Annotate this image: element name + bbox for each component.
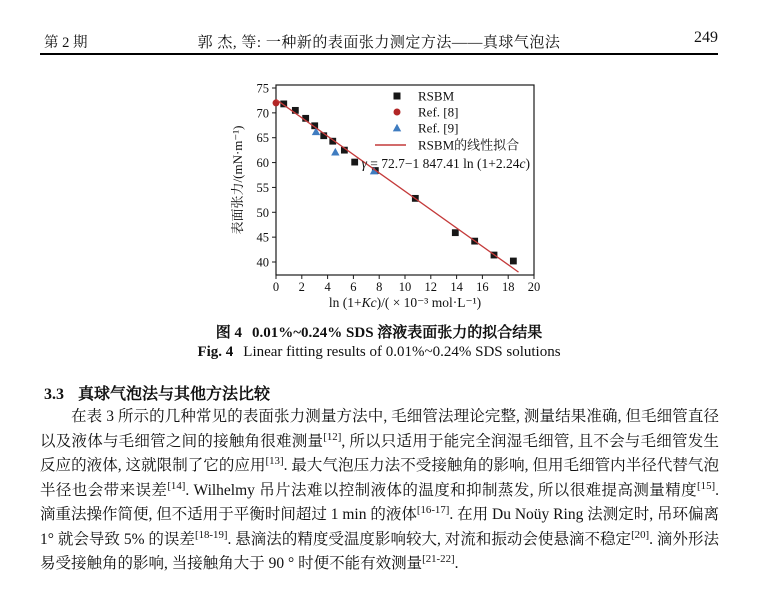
section-heading bbox=[44, 381, 270, 404]
x-tick-label: 16 bbox=[476, 280, 489, 294]
series-square bbox=[280, 101, 516, 265]
x-tick-label: 18 bbox=[501, 280, 515, 294]
paragraph-text: . 悬滴法的精度受温度影响较大, 对流和振动会使悬滴不稳定 bbox=[227, 530, 632, 548]
header-rule bbox=[40, 53, 718, 55]
x-tick-label: 12 bbox=[424, 280, 438, 294]
citation-ref: [13] bbox=[265, 454, 284, 467]
citation-ref: [16-17] bbox=[416, 503, 450, 516]
paragraph-text: . 滴重法操作简便, 但不适用于平衡时间超过 1 min 的液体 bbox=[40, 481, 719, 523]
body-paragraph bbox=[40, 405, 719, 577]
data-point-square bbox=[452, 229, 459, 236]
y-tick-label: 55 bbox=[256, 180, 269, 195]
figure-caption-zh-text: 0.01%~0.24% SDS 溶液表面张力的拟合结果 bbox=[251, 325, 543, 341]
figure-caption-en-text: Linear fitting results of 0.01%~0.24% SDS solutions bbox=[243, 344, 561, 360]
paragraph-text: . 最大气泡压力法不受接触角的影响, 但用毛细管内半径代替气泡半径也会带来误差 bbox=[40, 457, 719, 499]
figure-caption-zh-label: 图 4 bbox=[215, 325, 242, 341]
legend-marker-square bbox=[394, 93, 401, 100]
legend-label: Ref. [8] bbox=[418, 104, 459, 120]
paragraph-text: 在表 3 所示的几种常见的表面张力测量方法中, 毛细管法理论完整, 测量结果准确, 但毛细管直径以及液体与毛细管之间的接触角很难测量 bbox=[40, 408, 719, 450]
section-title: 真球气泡法与其他方法比较 bbox=[78, 386, 271, 403]
x-tick-label: 8 bbox=[376, 280, 383, 294]
y-tick-label: 60 bbox=[256, 156, 269, 171]
figure-caption-zh bbox=[0, 321, 758, 342]
legend-marker-circle bbox=[394, 109, 401, 116]
citation-ref: [20] bbox=[631, 528, 650, 541]
journal-issue-label: 第 2 期 bbox=[44, 35, 88, 51]
legend-marker-triangle bbox=[393, 124, 401, 132]
paragraph-text: . 在用 Du Noüy Ring 法测定时, 吊环偏离 1° 就会导致 5% 的误差 bbox=[40, 506, 719, 548]
legend bbox=[375, 89, 519, 153]
y-axis bbox=[230, 82, 276, 270]
legend-label: Ref. [9] bbox=[418, 120, 459, 136]
y-tick-label: 75 bbox=[256, 81, 269, 96]
x-tick-label: 10 bbox=[398, 280, 412, 294]
citation-ref: [12] bbox=[323, 430, 342, 443]
data-point-square bbox=[351, 159, 358, 166]
x-tick-label: 0 bbox=[272, 280, 280, 294]
paragraph-text: . bbox=[454, 555, 459, 572]
x-tick-label: 2 bbox=[298, 280, 305, 294]
paragraph-text: . Wilhelmy 吊片法难以控制液体的温度和抑制蒸发, 所以很难提高测量精度 bbox=[185, 481, 698, 499]
figure-caption-en bbox=[0, 344, 758, 361]
paragraph-text: , 所以只适用于能完全润湿毛细管, 且不会与毛细管发生反应的液体, 这就限制了它的应用 bbox=[40, 432, 719, 474]
y-axis-label: 表面张力/(mN·m⁻¹) bbox=[230, 125, 245, 235]
figure-4-chart bbox=[228, 78, 550, 318]
citation-ref: [15] bbox=[697, 479, 716, 492]
data-point-square bbox=[510, 258, 517, 265]
y-tick-label: 65 bbox=[256, 131, 269, 146]
running-title: 郭 杰, 等: 一种新的表面张力测定方法——真球气泡法 bbox=[197, 35, 561, 51]
section-number: 3.3 bbox=[44, 386, 64, 403]
x-tick-label: 6 bbox=[350, 280, 357, 294]
y-tick-label: 45 bbox=[256, 230, 269, 245]
x-axis-label: ln (1+Kc)/( × 10⁻³ mol·L⁻¹) bbox=[328, 295, 482, 310]
legend-label: RSBM的线性拟合 bbox=[418, 137, 520, 153]
citation-ref: [18-19] bbox=[194, 528, 228, 541]
citation-ref: [21-22] bbox=[422, 552, 455, 565]
legend-label: RSBM bbox=[418, 88, 455, 104]
x-tick-label: 4 bbox=[324, 280, 331, 294]
y-tick-label: 40 bbox=[256, 255, 269, 270]
citation-ref: [14] bbox=[167, 479, 186, 492]
plot-frame bbox=[276, 85, 534, 275]
figure-chart-svg bbox=[228, 78, 550, 318]
y-tick-label: 70 bbox=[256, 106, 269, 121]
y-tick-label: 50 bbox=[256, 205, 269, 220]
data-series bbox=[273, 99, 519, 272]
page-number: 249 bbox=[694, 29, 718, 46]
data-point-triangle bbox=[331, 148, 339, 156]
fit-equation-label: γ = 72.7−1 847.41 ln (1+2.24c) bbox=[361, 156, 530, 171]
paragraph-text: . 滴外形法易受接触角的影响, 当接触角大于 90 ° 时便不能有效测量 bbox=[40, 530, 719, 572]
figure-caption-en-label: Fig. 4 bbox=[197, 344, 234, 360]
x-axis bbox=[273, 275, 540, 310]
x-tick-label: 20 bbox=[527, 280, 541, 294]
x-tick-label: 14 bbox=[450, 280, 463, 294]
